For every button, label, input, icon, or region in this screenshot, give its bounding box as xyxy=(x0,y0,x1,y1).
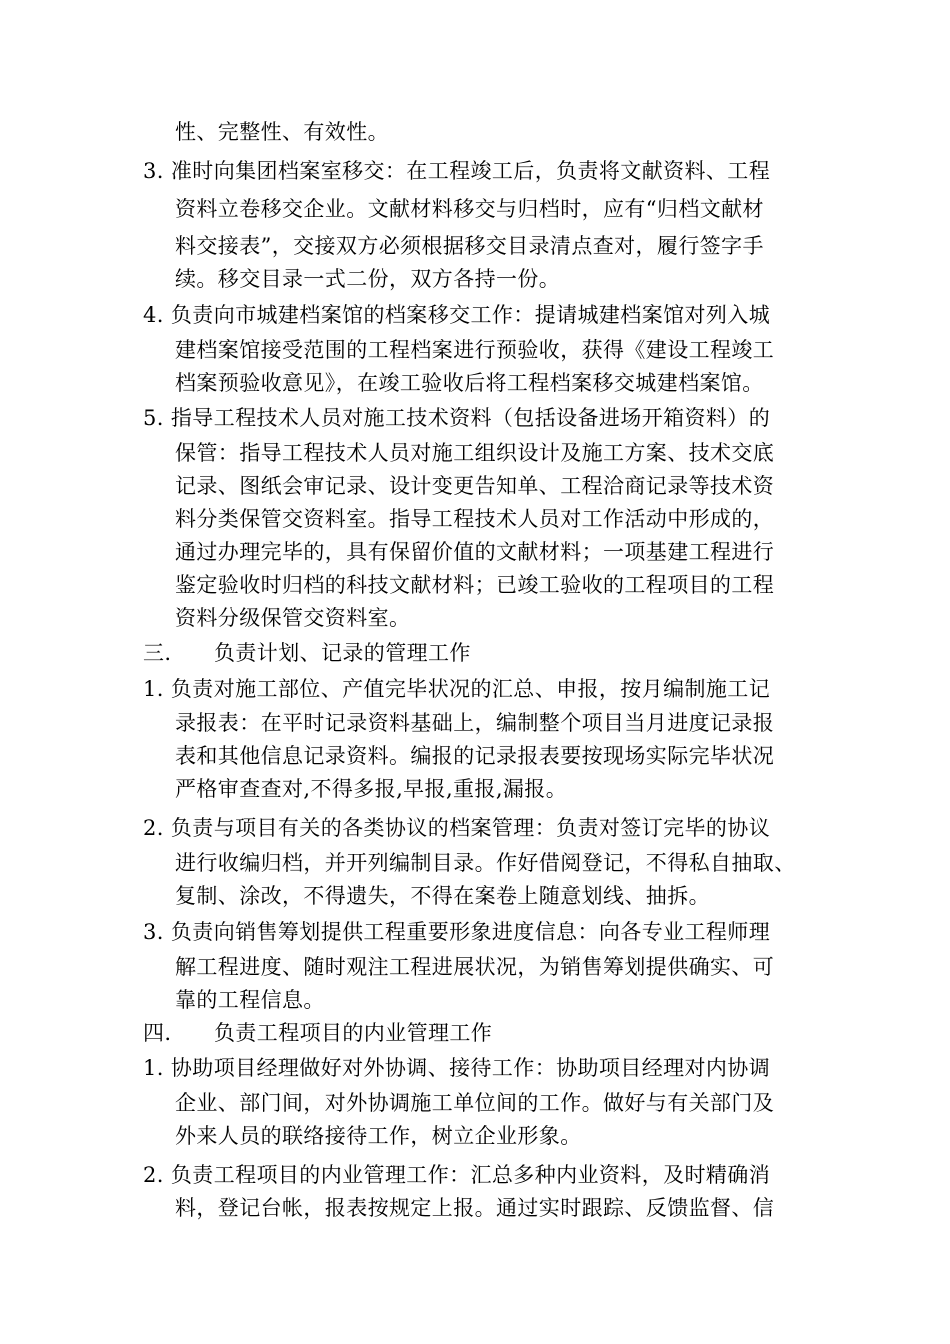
list-item-first-line: 1. 协助项目经理做好对外协调、接待工作：协助项目经理对内协调 xyxy=(143,1056,771,1080)
text-line: 料分类保管交资料室。指导工程技术人员对工作活动中形成的， xyxy=(175,507,775,531)
list-item-first-line: 5. 指导工程技术人员对施工技术资料（包括设备进场开箱资料）的 xyxy=(143,406,771,430)
text-line: 表和其他信息记录资料。编报的记录报表要按现场实际完毕状况 xyxy=(175,744,775,768)
list-item-first-line: 2. 负责工程项目的内业管理工作：汇总多种内业资料，及时精确消 xyxy=(143,1163,771,1187)
text-line: 严格审查查对,不得多报,早报,重报,漏报。 xyxy=(175,777,568,801)
list-item-first-line: 4. 负责向市城建档案馆的档案移交工作：提请城建档案馆对列入城 xyxy=(143,303,771,327)
text-line: 复制、涂改，不得遗失，不得在案卷上随意划线、抽拆。 xyxy=(175,884,710,908)
text-line: 续。移交目录一式二份，双方各持一份。 xyxy=(175,267,561,291)
text-line: 进行收编归档，并开列编制目录。作好借阅登记，不得私自抽取、 xyxy=(175,851,796,875)
section-heading: 负责计划、记录的管理工作 xyxy=(214,641,471,665)
list-item-first-line: 3. 负责向销售筹划提供工程重要形象进度信息：向各专业工程师理 xyxy=(143,920,771,944)
text-line: 企业、部门间，对外协调施工单位间的工作。做好与有关部门及 xyxy=(175,1091,775,1115)
list-item-first-line: 3. 准时向集团档案室移交：在工程竣工后，负责将文献资料、工程 xyxy=(143,159,771,183)
text-line: 录报表：在平时记录资料基础上，编制整个项目当月进度记录报 xyxy=(175,711,775,735)
text-line: 料，登记台帐，报表按规定上报。通过实时跟踪、反馈监督、信 xyxy=(175,1196,775,1220)
section-number: 三. xyxy=(143,641,172,665)
text-line: 资料分级保管交资料室。 xyxy=(175,606,411,630)
text-line: 建档案馆接受范围的工程档案进行预验收，获得《建设工程竣工 xyxy=(175,338,775,362)
text-line: 记录、图纸会审记录、设计变更告知单、工程洽商记录等技术资 xyxy=(175,474,775,498)
text-line: 鉴定验收时归档的科技文献材料；已竣工验收的工程项目的工程 xyxy=(175,573,775,597)
text-line: 保管：指导工程技术人员对施工组织设计及施工方案、技术交底 xyxy=(175,441,775,465)
text-line: 解工程进度、随时观注工程进展状况，为销售筹划提供确实、可 xyxy=(175,955,775,979)
text-line: 档案预验收意见》，在竣工验收后将工程档案移交城建档案馆。 xyxy=(175,371,764,395)
list-item-first-line: 1. 负责对施工部位、产值完毕状况的汇总、申报，按月编制施工记 xyxy=(143,677,771,701)
section-number: 四. xyxy=(143,1021,172,1045)
text-line: 通过办理完毕的，具有保留价值的文献材料；一项基建工程进行 xyxy=(175,540,775,564)
text-line: 料交接表”，交接双方必须根据移交目录清点查对，履行签字手 xyxy=(175,234,764,258)
text-line: 外来人员的联络接待工作，树立企业形象。 xyxy=(175,1124,582,1148)
text-line: 靠的工程信息。 xyxy=(175,988,325,1012)
section-heading: 负责工程项目的内业管理工作 xyxy=(214,1021,493,1045)
list-item-first-line: 2. 负责与项目有关的各类协议的档案管理：负责对签订完毕的协议 xyxy=(143,816,771,840)
text-line: 资料立卷移交企业。文献材料移交与归档时，应有“归档文献材 xyxy=(175,197,764,221)
text-line: 性、完整性、有效性。 xyxy=(175,120,389,144)
